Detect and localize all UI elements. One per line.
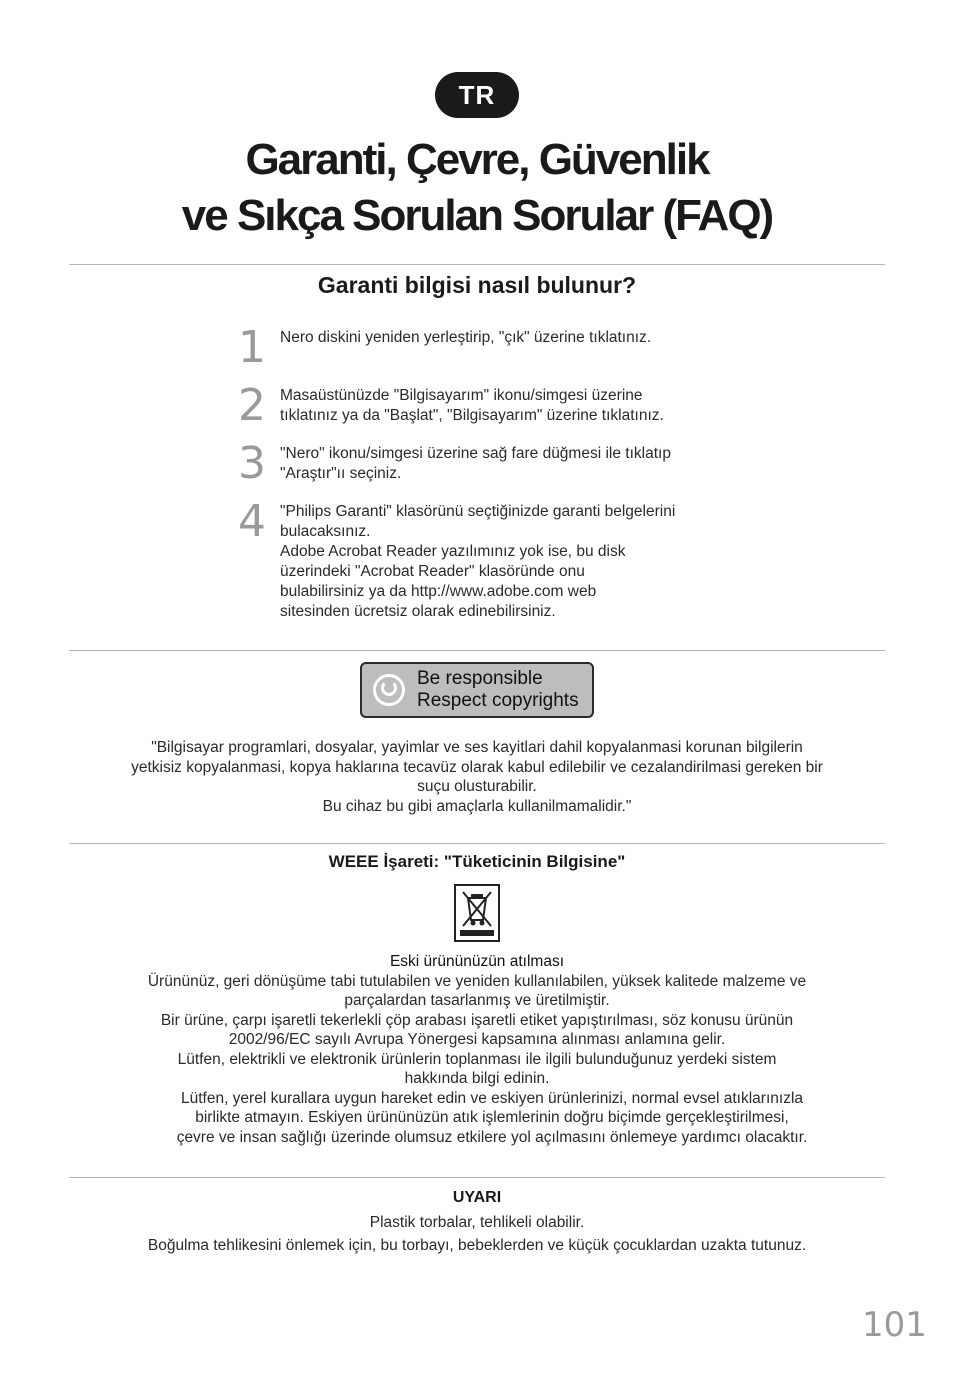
power-symbol-icon [373, 674, 405, 706]
step-line: tıklatınız ya da "Başlat", "Bilgisayarım" üzerine tıklatınız. [280, 407, 664, 424]
weee-line: Ürününüz, geri dönüşüme tabi tutulabilen ve yeniden kullanılabilen, yüksek kalitede malzeme ve [147, 972, 807, 990]
weee-line: Lütfen, elektrikli ve elektronik ürünlerin toplanması ile ilgili bulunduğunuz yerdeki sistem [177, 1050, 777, 1068]
step-line: bulacaksınız. [280, 523, 371, 540]
divider [69, 1177, 885, 1178]
page-number: 101 [862, 1305, 927, 1345]
crossed-out-wheelie-bin-icon [454, 884, 500, 942]
weee-line: parçalardan tasarlanmış ve üretilmiştir. [344, 992, 610, 1009]
weee-line: birlikte atmayın. Eskiyen ürününüzün atık işlemlerinin doğru biçimde gerçekleştirilmesi, [195, 1109, 789, 1126]
weee-heading: WEEE İşareti: "Tüketicinin Bilgisine" [328, 852, 626, 871]
warning-heading: UYARI [452, 1189, 502, 1206]
copyright-notice [69, 738, 885, 816]
step-text [280, 328, 730, 348]
step-line: "Araştır"ıı seçiniz. [280, 465, 402, 482]
be-responsible-line-2: Respect copyrights [417, 690, 579, 711]
warning-text [69, 1213, 885, 1255]
step-number: 3 [238, 438, 266, 489]
step-line: sitesinden ücretsiz olarak edinebilirsiniz. [280, 603, 556, 620]
weee-line: Bir ürüne, çarpı işaretli tekerlekli çöp arabası işaretli etiket yapıştırılması, söz konusu ürünün [160, 1011, 794, 1029]
weee-line: 2002/96/EC sayılı Avrupa Yönergesi kapsamına alınması anlamına gelir. [228, 1031, 726, 1048]
weee-text [69, 952, 885, 1147]
step-number: 1 [238, 322, 266, 373]
divider [69, 650, 885, 651]
step-line: "Nero" ikonu/simgesi üzerine sağ fare düğmesi ile tıklatıp [280, 445, 671, 462]
step-line: Nero diskini yeniden yerleştirip, "çık" üzerine tıklatınız. [280, 329, 652, 346]
be-responsible-text [417, 668, 579, 712]
weee-line: çevre ve insan sağlığı üzerinde olumsuz etkilere yol açılmasını önlemeye yardımcı olacaktır. [176, 1128, 808, 1146]
step-number: 4 [238, 496, 266, 547]
step-text [280, 502, 730, 622]
page-title-line-2: ve Sıkça Sorulan Sorular (FAQ) [181, 191, 773, 240]
notice-line: yetkisiz kopyalanmasi, kopya haklarına tecavüz olarak kabul edilebilir ve cezalandirilmasi gereken bir [131, 758, 823, 776]
notice-line: suçu olusturabilir. [417, 778, 537, 795]
warranty-heading: Garanti bilgisi nasıl bulunur? [317, 272, 637, 298]
warning-line: Plastik torbalar, tehlikeli olabilir. [369, 1214, 585, 1231]
divider [69, 843, 885, 844]
step-line: Masaüstünüzde "Bilgisayarım" ikonu/simgesi üzerine [280, 387, 643, 404]
step-line: Adobe Acrobat Reader yazılımınız yok ise, bu disk [280, 543, 626, 560]
be-responsible-badge [360, 662, 594, 718]
step-line: üzerindeki "Acrobat Reader" klasöründe onu [280, 563, 585, 580]
step-text [280, 444, 730, 484]
weee-line: hakkında bilgi edinin. [404, 1070, 550, 1087]
weee-subheading: Eski ürününüzün atılması [389, 953, 565, 970]
language-badge: TR [435, 72, 519, 118]
notice-line: Bu cihaz bu gibi amaçlarla kullanilmamalidir." [322, 797, 632, 815]
step-text [280, 386, 730, 426]
step-number: 2 [238, 380, 266, 431]
be-responsible-line-1: Be responsible [417, 668, 543, 689]
divider [69, 264, 885, 265]
notice-line: "Bilgisayar programlari, dosyalar, yayimlar ve ses kayitlari dahil kopyalanmasi korunan bilgilerin [151, 739, 803, 756]
page-title [0, 132, 954, 244]
warning-line: Boğulma tehlikesini önlemek için, bu torbayı, bebeklerden ve küçük çocuklardan uzakta tutunuz. [147, 1236, 807, 1254]
page-title-line-1: Garanti, Çevre, Güvenlik [245, 135, 709, 184]
weee-line: Lütfen, yerel kurallara uygun hareket edin ve eskiyen ürünlerinizi, normal evsel atıklarınızla [180, 1089, 804, 1107]
step-line: bulabilirsiniz ya da http://www.adobe.com web [280, 583, 597, 600]
step-line: "Philips Garanti" klasörünü seçtiğinizde garanti belgelerini [280, 503, 676, 520]
